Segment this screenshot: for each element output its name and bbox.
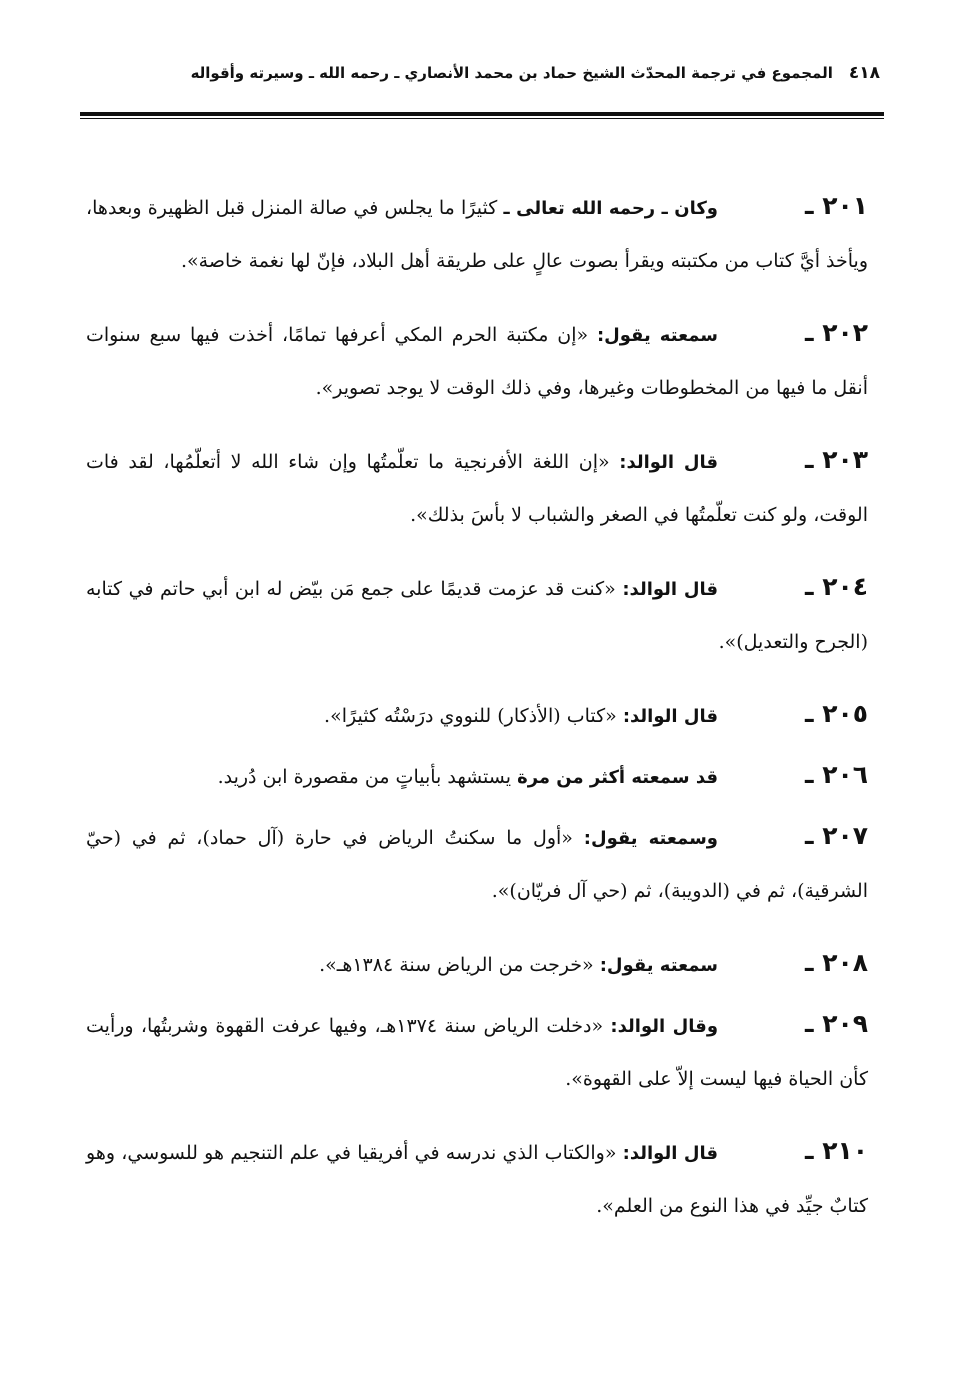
header-rule-thin — [80, 118, 884, 119]
header-rule-thick — [80, 112, 884, 116]
entry-209 — [86, 998, 868, 1105]
entry-lead: قال الوالد: — [622, 706, 718, 727]
entry-lead: قال الوالد: — [619, 452, 719, 473]
entry-number: ٢٠١ ـ — [804, 191, 868, 220]
entry-number: ٢٠٨ ـ — [804, 948, 868, 977]
entry-204 — [86, 561, 868, 668]
entry-number: ٢٠٦ ـ — [804, 760, 868, 789]
entry-208 — [86, 937, 868, 992]
entry-lead: سمعته يقول: — [596, 325, 718, 346]
entry-lead: وقال الوالد: — [610, 1016, 719, 1037]
entry-210 — [86, 1125, 868, 1232]
entry-number: ٢٠٩ ـ — [804, 1009, 869, 1038]
entry-lead: سمعته يقول: — [599, 955, 718, 976]
entry-lead: قال الوالد: — [622, 1143, 718, 1164]
entry-text: «والكتاب الذي ندرسه في أفريقيا في علم التنجيم هو للسوسي، وهو كتابٌ جيِّد في هذا النوع من العلم». — [86, 1142, 868, 1217]
running-header — [84, 56, 880, 90]
entry-number: ٢٠٤ ـ — [804, 572, 868, 601]
entry-lead: قد سمعته أكثر من مرة — [517, 767, 718, 788]
entry-203 — [86, 434, 868, 541]
entry-number: ٢٠٧ ـ — [804, 821, 868, 850]
entry-lead: وكان ـ رحمه الله تعالى ـ — [503, 198, 718, 219]
entry-text: «دخلت الرياض سنة ١٣٧٤هـ، وفيها عرفت القهوة وشربتُها، ورأيت كأن الحياة فيها ليست إلاّ على القهوة». — [86, 1015, 868, 1090]
entries-list — [86, 180, 868, 1252]
entry-text: «كنت قد عزمت قديمًا على جمع مَن بيّض له ابن أبي حاتم في كتابه (الجرح والتعديل)». — [86, 578, 868, 653]
entry-text: «أول ما سكنتُ الرياض في حارة (آل حماد)، ثم في (حيّ الشرقية)، ثم في (الدويبة)، ثم (حي آل فريّان)». — [86, 827, 868, 902]
entry-206 — [86, 749, 868, 804]
entry-lead: قال الوالد: — [622, 579, 718, 600]
entry-number: ٢١٠ ـ — [804, 1136, 868, 1165]
entry-number: ٢٠٣ ـ — [804, 445, 869, 474]
header-title: المجموع في ترجمة المحدّث الشيخ حماد بن محمد الأنصاري ـ رحمه الله ـ وسيرته وأقواله — [190, 64, 833, 82]
entry-text: «إن اللغة الأفرنجية ما تعلّمتُها وإن شاء الله لا أتعلّمُها، لقد فات الوقت، ولو كنت تعلّمتُها في الصغر والشباب لا بأسَ بذلك». — [86, 451, 868, 526]
entry-text: «كتاب (الأذكار) للنووي درَسْتُه كثيرًا». — [324, 705, 623, 727]
entry-205 — [86, 688, 868, 743]
entry-text: كثيرًا ما يجلس في صالة المنزل قبل الظهيرة وبعدها، ويأخذ أيَّ كتاب من مكتبته ويقرأ بصوت عالٍ على طريقة أهل البلاد، فإنّ لها نغمة خاصة». — [86, 197, 868, 272]
entry-text: «خرجت من الرياض سنة ١٣٨٤هـ». — [319, 954, 600, 976]
entry-201 — [86, 180, 868, 287]
entry-202 — [86, 307, 868, 414]
entry-text: يستشهد بأبياتٍ من مقصورة ابن دُريد. — [217, 766, 518, 788]
entry-lead: وسمعته يقول: — [583, 828, 718, 849]
page-number: ٤١٨ — [848, 63, 880, 83]
entry-number: ٢٠٢ ـ — [804, 318, 868, 347]
entry-207 — [86, 810, 868, 917]
entry-text: «إن مكتبة الحرم المكي أعرفها تمامًا، أخذت فيها سبع سنوات أنقل ما فيها من المخطوطات وغيرها، وفي ذلك الوقت لا يوجد تصوير». — [86, 324, 868, 399]
entry-number: ٢٠٥ ـ — [804, 699, 868, 728]
